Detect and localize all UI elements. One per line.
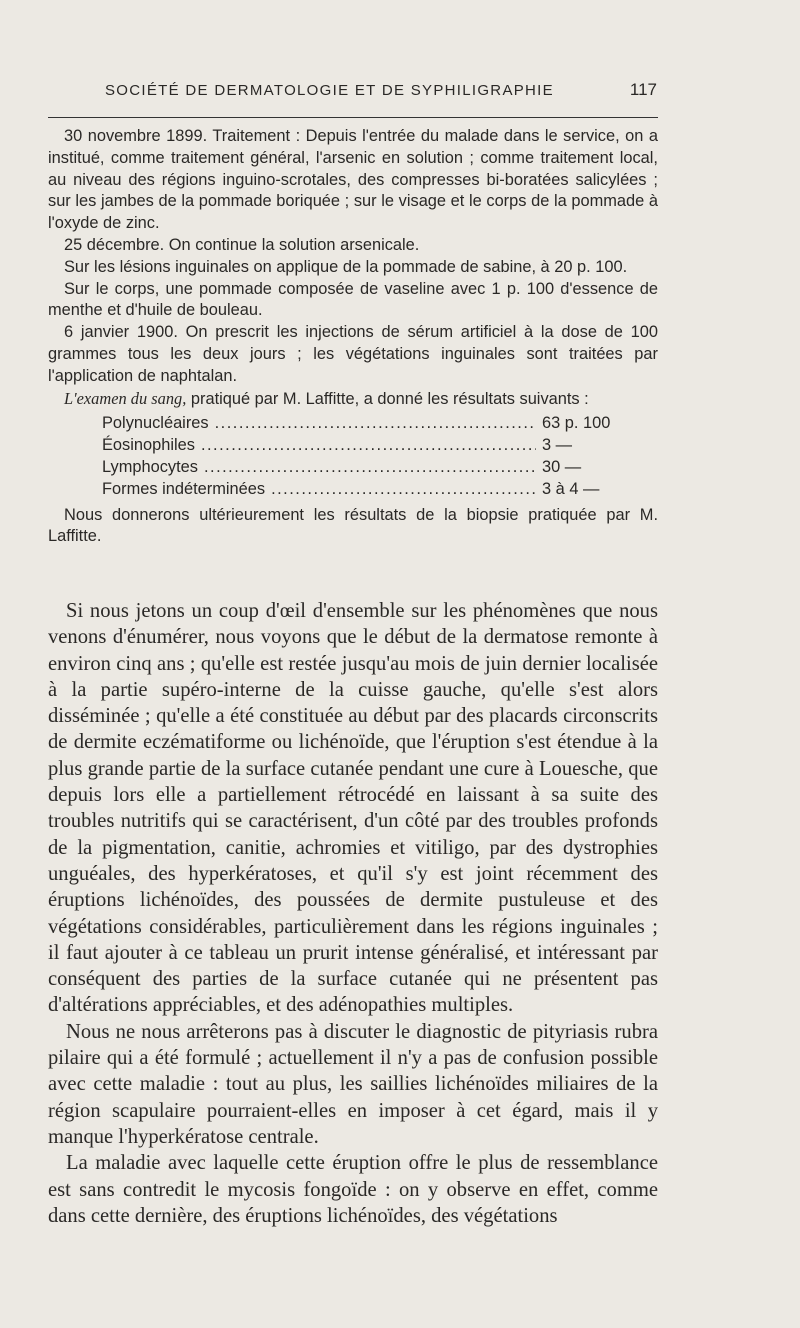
table-row <box>102 435 626 457</box>
cell-value: 63 p. 100 <box>542 414 611 433</box>
cell-value: 3 — <box>542 436 573 455</box>
blood-results-table <box>102 413 626 500</box>
main-text <box>48 598 658 1229</box>
running-title: SOCIÉTÉ DE DERMATOLOGIE ET DE SYPHILIGRAPHIE <box>105 82 554 99</box>
blood-exam-intro <box>48 388 658 411</box>
leader-dots <box>271 479 536 501</box>
table-row <box>102 413 626 435</box>
note-paragraph: 6 janvier 1900. On prescrit les injections de sérum artificiel à la dose de 100 grammes tous les deux jours ; les végétations inguinales sont traitées par l'application de naphtalan. <box>48 323 658 385</box>
biopsy-note: Nous donnerons ultérieurement les résultats de la biopsie pratiquée par M. Laffitte. <box>48 505 658 546</box>
leader-dots <box>204 457 536 479</box>
cell-label: Éosinophiles <box>102 436 195 455</box>
note-paragraph: 30 novembre 1899. Traitement : Depuis l'entrée du malade dans le service, on a institué, comme traitement général, l'arsenic en solution ; comme traitement local, au niveau des régions inguino-scrotales, des compresses bi-boratées salicylées ; sur les jambes de la pommade boriquée ; sur le visage et le corps de la pommade à l'oxyde de zinc. <box>48 127 658 233</box>
clinical-notes <box>48 126 658 548</box>
table-row <box>102 457 626 479</box>
blood-exam-italic: L'examen du sang, <box>64 388 187 408</box>
running-header <box>105 80 657 100</box>
page-number: 117 <box>629 80 657 99</box>
cell-label: Formes indéterminées <box>102 479 266 498</box>
leader-dots <box>201 435 536 457</box>
note-paragraph: Sur le corps, une pommade composée de vaseline avec 1 p. 100 d'essence de menthe et d'huile de bouleau. <box>48 279 658 320</box>
leader-dots <box>215 413 536 435</box>
body-paragraph: Nous ne nous arrêterons pas à discuter le diagnostic de pityriasis rubra pilaire qui a été formulé ; actuellement il n'y a pas de confusion possible avec cette maladie : tout au plus, les saillies lichénoïdes miliaires de la région scapulaire pourraient-elles en imposer à cet égard, mais il y manque l'hyperkératose centrale. <box>48 1020 658 1148</box>
body-paragraph: La maladie avec laquelle cette éruption offre le plus de ressemblance est sans contredit le mycosis fongoïde : on y observe en effet, comme dans cette dernière, des éruptions lichénoïdes, des végétations <box>48 1152 658 1227</box>
header-rule <box>48 117 658 118</box>
cell-label: Polynucléaires <box>102 414 209 433</box>
note-paragraph: Sur les lésions inguinales on applique de la pommade de sabine, à 20 p. 100. <box>64 257 628 276</box>
blood-exam-intro-rest: pratiqué par M. Laffitte, a donné les résultats suivants : <box>186 389 589 408</box>
note-paragraph: 25 décembre. On continue la solution arsenicale. <box>64 235 420 254</box>
cell-value: 30 — <box>542 457 582 476</box>
cell-value: 3 à 4 — <box>542 479 600 498</box>
table-row <box>102 479 626 501</box>
body-paragraph: Si nous jetons un coup d'œil d'ensemble sur les phénomènes que nous venons d'énumérer, nous voyons que le début de la dermatose remonte à environ cinq ans ; qu'elle est restée jusqu'au mois de juin dernier localisée à la partie supéro-interne de la cuisse gauche, qu'elle s'est alors disséminée ; qu'elle a été constituée au début par des placards circonscrits de dermite eczématiforme ou lichénoïde, que l'éruption s'est étendue à la plus grande partie de la surface cutanée pendant une cure à Louesche, que depuis lors elle a partiellement rétrocédé en laissant à sa suite des troubles nutritifs qui se caractérisent, d'un côté par des troubles profonds de la pigmentation, canitie, achromies et vitiligo, par des dystrophies unguéales, des hyperkératoses, et qu'il s'y est joint récemment des éruptions lichénoïdes, des poussées de dermite pustuleuse et des végétations considérables, particulièrement dans les régions inguinales ; il faut ajouter à ce tableau un prurit intense généralisé, et intéressant par conséquent des parties de la surface cutanée qui ne présentent pas d'altérations appréciables, et des adénopathies multiples. <box>48 600 658 1017</box>
cell-label: Lymphocytes <box>102 457 198 476</box>
